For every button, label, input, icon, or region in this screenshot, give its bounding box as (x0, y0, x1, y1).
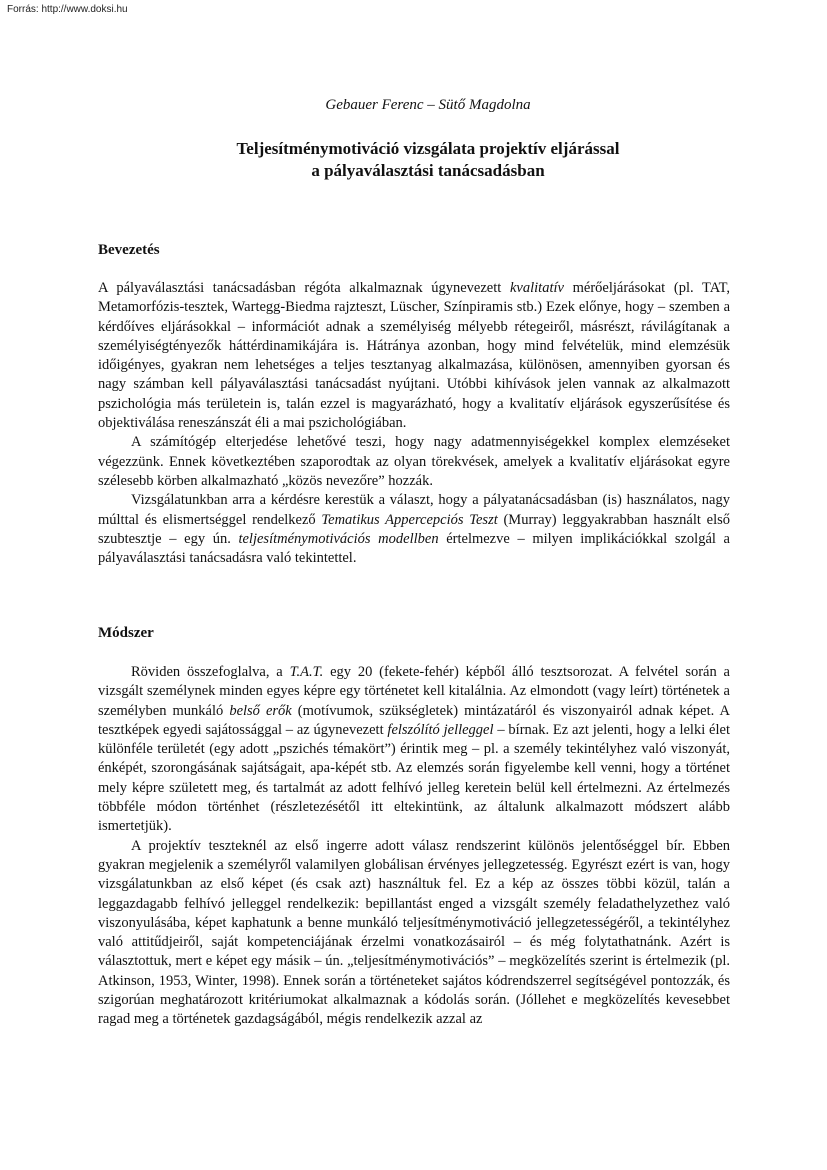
title-line-2: a pályaválasztási tanácsadásban (311, 161, 545, 180)
document-title (98, 138, 758, 182)
title-line-1: Teljesítménymotiváció vizsgálata projektív eljárással (236, 139, 620, 158)
section-heading-introduction: Bevezetés (98, 242, 160, 258)
intro-paragraph-1: A pályaválasztási tanácsadásban régóta alkalmaznak úgynevezett kvalitatív mérőeljárásokat (pl. TAT, Metamorfózis-tesztek, Wartegg-Biedma rajzteszt, Lüscher, Színpiramis stb.) Ezek előnye, hogy – szemben a kérdőíves eljárásokkal – információt adnak a személyiség mélyebb rétegeiről, másrészt, rávilágítanak a személyiségtényezők háttérdinamikájára is. Hátránya azonban, hogy mind felvételük, mind elemzésük időigényes, gyakran nem lehetséges a teljes tesztanyag alkalmazása, különösen, amennyiben gyorsan és nagy számban kell pályaválasztási tanácsadást nyújtani. Utóbbi kihívások jelen vannak az alkalmazott pszichológia más területein is, talán ezzel is magyarázható, hogy a kvalitatív eljárások egyszerűsítése és objektiválása reneszánszát éli a mai pszichológiában. (98, 280, 730, 432)
method-paragraph-2: A projektív teszteknél az első ingerre adott válasz rendszerint különös jelentőséggel bír. Ebben gyakran megjelenik a személyről valamilyen globálisan érvényes jellegzetesség. Egyrészt ezért is van, hogy vizsgálatunkban az első képet (és csak azt) használtuk fel. Ez a kép az összes többi közül, talán a leggazdagabb felhívó jelleggel rendelkezik: bepillantást enged a vizsgált személy feladathelyzethez való viszonyulásába, képet kaphatunk a benne munkáló teljesítménymotiváció jellegzetességéről, a tekintélyhez való attitűdjeiről, saját kompetenciájának érzelmi vonatkozásairól – és még folytathatnánk. Azért is választottuk, mert e képet egy másik – ún. „teljesítménymotivációs” – megközelítés szerint is értelmezik (pl. Atkinson, 1953, Winter, 1998). Ennek során a történeteket sajátos kódrendszerrel segítségével pontozzák, és szigorúan meghatározott kritériumokat alkalmaznak a kódolás során. (Jóllehet e megközelítés kevesebbet ragad meg a történetek gazdagságából, mégis rendelkezik azzal az (98, 837, 730, 1028)
authors: Gebauer Ferenc – Sütő Magdolna (325, 97, 531, 113)
method-paragraph-1: Röviden összefoglalva, a T.A.T. egy 20 (fekete-fehér) képből álló tesztsorozat. A felvétel során a vizsgált személynek minden egyes képre egy történetet kell kitalálnia. Az elmondott (vagy leírt) történetek a személyben munkáló belső erők (motívumok, szükségletek) mintázatáról és viszonyairól adnak képet. A tesztképek egyedi sajátossággal – az úgynevezett felszólító jelleggel – bírnak. Ez azt jelenti, hogy a lelki élet különféle területét (egy adott „pszichés témakört”) érintik meg – pl. a személy tekintélyhez való viszonyát, énképét, szorongásának sajátságait, apa-képét stb. Az elemzés során figyelembe kell venni, hogy a történet mely képre született meg, és tartalmát az adott felhívó jelleg keretein belül kell értelmezni. Az értelmezés többféle módon történhet (részletezésétől itt eltekintünk, az általunk alkalmazott módszert alább ismertetjük). (98, 664, 730, 835)
source-url: Forrás: http://www.doksi.hu (7, 4, 128, 15)
intro-paragraph-2: A számítógép elterjedése lehetővé teszi, hogy nagy adatmennyiségekkel komplex elemzéseket végezzünk. Ennek következtében szaporodtak az olyan törekvések, amelyek a kvalitatív eljárásokat egyre szélesebb körben alkalmazható „közös nevezőre” hozzák. (98, 434, 730, 489)
section-heading-method: Módszer (98, 625, 154, 641)
section-method (98, 663, 730, 1030)
intro-paragraph-3: Vizsgálatunkban arra a kérdésre kerestük a választ, hogy a pályatanácsadásban (is) használatos, nagy múlttal és elismertséggel rendelkező Tematikus Appercepciós Teszt (Murray) leggyakrabban használt első szubtesztje – egy ún. teljesítménymotivációs modellben értelmezve – milyen implikációkkal szolgál a pályaválasztási tanácsadásra való tekintettel. (98, 492, 731, 567)
section-introduction (98, 279, 730, 568)
